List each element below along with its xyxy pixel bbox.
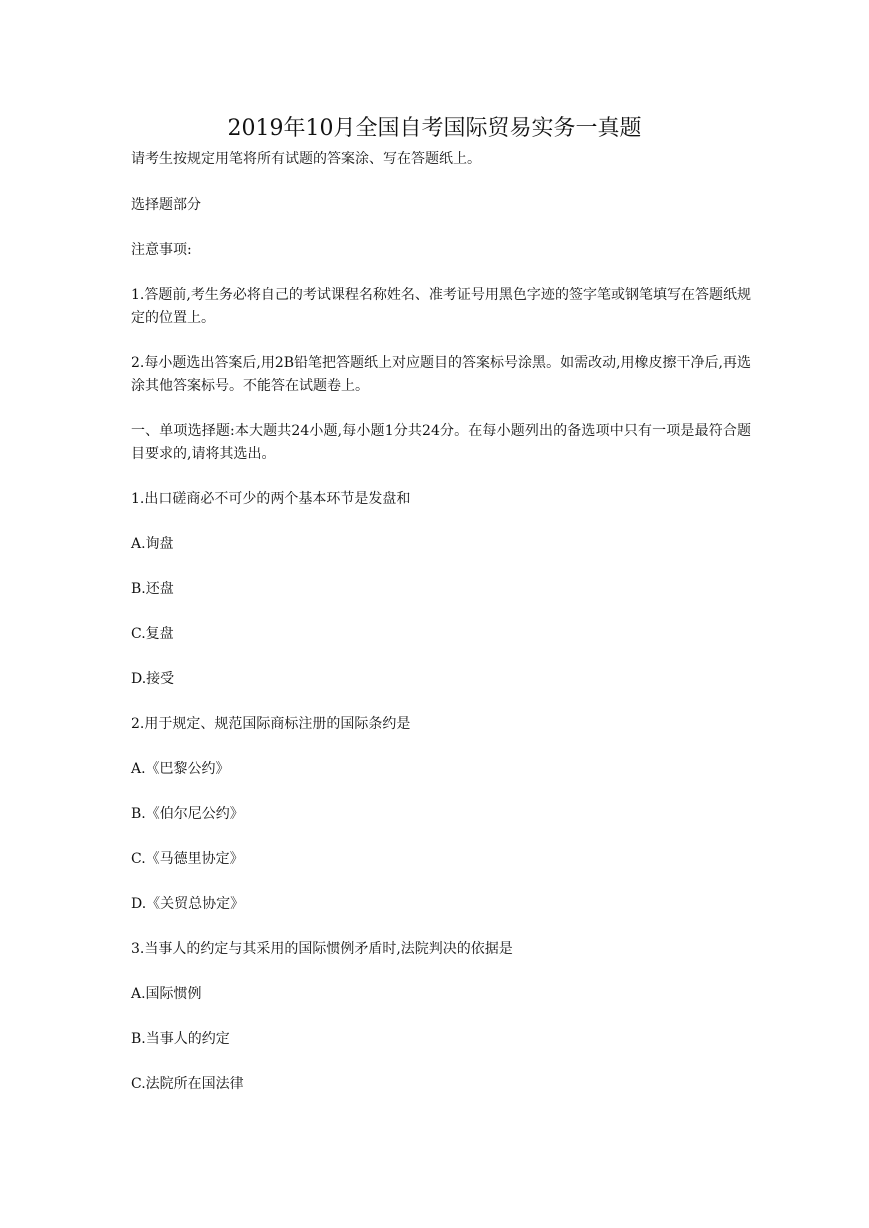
question-3-stem: 3.当事人的约定与其采用的国际惯例矛盾时,法院判决的依据是 <box>131 941 513 957</box>
question-2-option-d: D.《关贸总协定》 <box>131 896 245 912</box>
question-2-option-a: A.《巴黎公约》 <box>131 761 230 777</box>
question-3-option-a: A.国际惯例 <box>131 986 202 1002</box>
question-2-option-b: B.《伯尔尼公约》 <box>131 806 244 822</box>
notice-item-2: 2.每小题选出答案后,用2B铅笔把答题纸上对应题目的答案标号涂黑。如需改动,用橡皮擦干净后,再选涂其他答案标号。不能答在试题卷上。 <box>131 355 751 394</box>
document-body <box>131 148 751 1118</box>
notice-heading: 注意事项: <box>131 242 192 258</box>
page-title: 2019年10月全国自考国际贸易实务一真题 <box>227 116 642 141</box>
question-1-option-a: A.询盘 <box>131 536 174 552</box>
question-1-option-c: C.复盘 <box>131 626 174 642</box>
question-2-option-c: C.《马德里协定》 <box>131 851 244 867</box>
question-1-stem: 1.出口磋商必不可少的两个基本环节是发盘和 <box>131 491 411 507</box>
question-3-option-c: C.法院所在国法律 <box>131 1076 244 1092</box>
question-2-stem: 2.用于规定、规范国际商标注册的国际条约是 <box>131 716 411 732</box>
part-one-instruction: 一、单项选择题:本大题共24小题,每小题1分共24分。在每小题列出的备选项中只有一项是最符合题目要求的,请将其选出。 <box>131 423 751 462</box>
section-heading: 选择题部分 <box>131 197 201 213</box>
question-1-option-b: B.还盘 <box>131 581 174 597</box>
question-3-option-b: B.当事人的约定 <box>131 1031 230 1047</box>
intro-instruction: 请考生按规定用笔将所有试题的答案涂、写在答题纸上。 <box>131 151 481 167</box>
notice-item-1: 1.答题前,考生务必将自己的考试课程名称姓名、准考证号用黑色字迹的签字笔或钢笔填写在答题纸规定的位置上。 <box>131 287 751 326</box>
question-1-option-d: D.接受 <box>131 671 175 687</box>
